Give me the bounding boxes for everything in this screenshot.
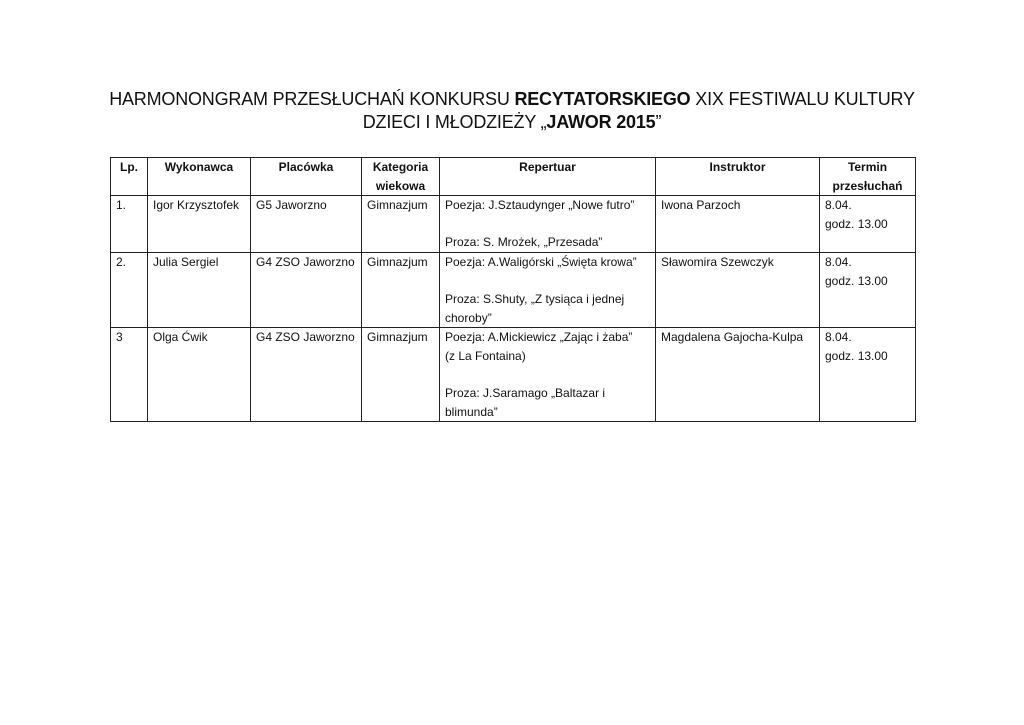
title-line-2-suffix: ” bbox=[655, 112, 662, 132]
repertuar-gap bbox=[445, 272, 650, 291]
termin-godzina: godz. 13.00 bbox=[825, 273, 888, 288]
repertuar-proza-line-2: choroby” bbox=[445, 310, 492, 325]
cell-wykonawca: Igor Krzysztofek bbox=[148, 196, 251, 253]
header-lp: Lp. bbox=[111, 158, 148, 196]
title-line-2-prefix: DZIECI I MŁODZIEŻY „ bbox=[362, 112, 547, 132]
repertuar-proza-line-1: Proza: J.Saramago „Baltazar i bbox=[445, 386, 606, 401]
table-row bbox=[111, 196, 916, 253]
repertuar-gap bbox=[445, 215, 650, 234]
cell-termin bbox=[820, 196, 916, 253]
cell-instruktor: Iwona Parzoch bbox=[656, 196, 820, 253]
header-termin-line-1: Termin bbox=[847, 160, 888, 174]
cell-kategoria: Gimnazjum bbox=[362, 252, 440, 327]
cell-placowka: G5 Jaworzno bbox=[251, 196, 362, 253]
cell-repertuar bbox=[440, 252, 656, 327]
termin-data: 8.04. bbox=[825, 254, 852, 269]
title-line-1-bold: RECYTATORSKIEGO bbox=[514, 89, 691, 109]
document-title bbox=[0, 88, 1024, 134]
header-kategoria-line-2: wiekowa bbox=[375, 178, 426, 193]
header-termin-line-2: przesłuchań bbox=[832, 178, 903, 193]
repertuar-poezja: Poezja: A.Waligórski „Święta krowa” bbox=[445, 254, 637, 269]
cell-wykonawca: Olga Ćwik bbox=[148, 328, 251, 422]
title-line-1-suffix: XIX FESTIWALU KULTURY bbox=[690, 89, 915, 109]
cell-instruktor: Magdalena Gajocha-Kulpa bbox=[656, 328, 820, 422]
header-placowka: Placówka bbox=[251, 158, 362, 196]
cell-repertuar bbox=[440, 328, 656, 422]
cell-placowka: G4 ZSO Jaworzno bbox=[251, 252, 362, 327]
cell-wykonawca: Julia Sergiel bbox=[148, 252, 251, 327]
cell-lp: 3 bbox=[111, 328, 148, 422]
cell-repertuar bbox=[440, 196, 656, 253]
header-termin bbox=[820, 158, 916, 196]
title-line-1 bbox=[0, 88, 1024, 111]
termin-data: 8.04. bbox=[825, 198, 852, 213]
cell-termin bbox=[820, 252, 916, 327]
repertuar-poezja: Poezja: J.Sztaudynger „Nowe futro” bbox=[445, 198, 635, 213]
table-header-row bbox=[111, 158, 916, 196]
termin-data: 8.04. bbox=[825, 330, 852, 345]
cell-termin bbox=[820, 328, 916, 422]
header-instruktor: Instruktor bbox=[656, 158, 820, 196]
cell-kategoria: Gimnazjum bbox=[362, 196, 440, 253]
termin-godzina: godz. 13.00 bbox=[825, 348, 888, 363]
cell-lp: 1. bbox=[111, 196, 148, 253]
cell-placowka: G4 ZSO Jaworzno bbox=[251, 328, 362, 422]
repertuar-proza-line-2: blimunda” bbox=[445, 404, 498, 419]
cell-kategoria: Gimnazjum bbox=[362, 328, 440, 422]
title-line-2-bold: JAWOR 2015 bbox=[546, 112, 656, 132]
cell-instruktor: Sławomira Szewczyk bbox=[656, 252, 820, 327]
title-line-2 bbox=[0, 111, 1024, 134]
header-wykonawca: Wykonawca bbox=[148, 158, 251, 196]
header-kategoria bbox=[362, 158, 440, 196]
table-row bbox=[111, 252, 916, 327]
cell-lp: 2. bbox=[111, 252, 148, 327]
repertuar-proza: Proza: S. Mrożek, „Przesada” bbox=[445, 235, 603, 250]
title-line-1-prefix: HARMONONGRAM PRZESŁUCHAŃ KONKURSU bbox=[109, 89, 515, 109]
repertuar-poezja-line-2: (z La Fontaina) bbox=[445, 348, 526, 363]
termin-godzina: godz. 13.00 bbox=[825, 216, 888, 231]
table-row bbox=[111, 328, 916, 422]
repertuar-gap bbox=[445, 366, 650, 385]
header-repertuar: Repertuar bbox=[440, 158, 656, 196]
repertuar-poezja-line-1: Poezja: A.Mickiewicz „Zając i żaba” bbox=[445, 330, 633, 345]
header-kategoria-line-1: Kategoria bbox=[372, 160, 429, 174]
audition-schedule-table bbox=[110, 157, 916, 422]
repertuar-proza-line-1: Proza: S.Shuty, „Z tysiąca i jednej bbox=[445, 292, 625, 307]
